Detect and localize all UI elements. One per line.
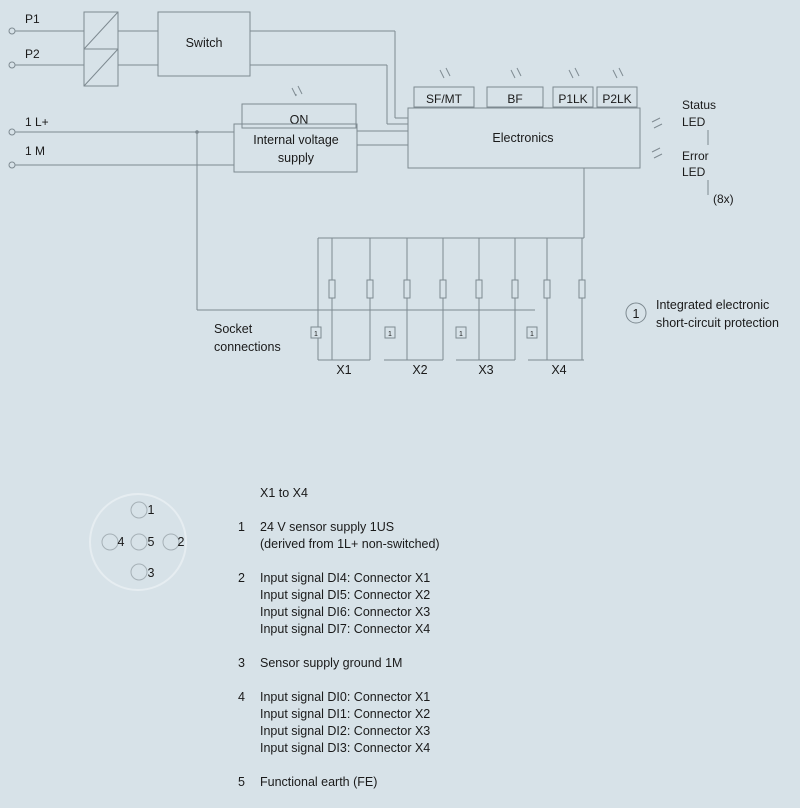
connector-x4: X4 (551, 363, 567, 377)
socket-label-1: Socket (214, 322, 253, 336)
resistor (544, 280, 550, 298)
legend-title: X1 to X4 (260, 486, 308, 500)
callout-text-2: short-circuit protection (656, 316, 779, 330)
socket-marker-number: 1 (459, 331, 463, 338)
protection-resistors (329, 238, 585, 360)
legend-item (238, 689, 440, 757)
junction-dot (195, 130, 199, 134)
legend-item-number: 3 (238, 656, 245, 670)
callout-text-1: Integrated electronic (656, 298, 770, 312)
error-led-label-1: Error (682, 149, 709, 163)
pin-legend (238, 485, 440, 808)
legend-item-number: 5 (238, 775, 245, 789)
legend-item-line: Input signal DI5: Connector X2 (260, 588, 431, 602)
resistor (476, 280, 482, 298)
resistor (440, 280, 446, 298)
status-led-label-1: Status (682, 98, 717, 112)
legend-item-line: Functional earth (FE) (260, 775, 378, 789)
legend-item-line: Input signal DI1: Connector X2 (260, 707, 431, 721)
socket-label-2: connections (214, 340, 281, 354)
pin-4: 4 (117, 535, 125, 549)
connector-x3: X3 (478, 363, 494, 377)
legend-item (238, 519, 440, 553)
led-bf: BF (507, 92, 523, 106)
connector-x2: X2 (412, 363, 428, 377)
ivs-label-line2: supply (277, 151, 315, 165)
m12-pinout (90, 494, 186, 590)
resistor (579, 280, 585, 298)
legend-item (238, 570, 440, 638)
socket-marker-number: 1 (530, 331, 534, 338)
legend-item-line: Input signal DI6: Connector X3 (260, 605, 431, 619)
socket-marker-number: 1 (314, 331, 318, 338)
legend-item-line: Sensor supply ground 1M (260, 656, 403, 670)
error-led-label-2: LED (682, 165, 706, 179)
pin-2: 2 (177, 535, 185, 549)
legend-item-number: 1 (238, 520, 245, 534)
electronics-label: Electronics (492, 131, 554, 145)
legend-item (238, 655, 440, 672)
port-p1-label: P1 (25, 12, 40, 26)
led-rays-icons (440, 68, 623, 78)
legend-item-number: 4 (238, 690, 245, 704)
led-rays-icon (292, 86, 302, 96)
port-m-label: 1 M (25, 144, 46, 158)
connector-x1: X1 (336, 363, 352, 377)
legend-item-line: 24 V sensor supply 1US (260, 520, 395, 534)
resistor (329, 280, 335, 298)
port-wires (15, 31, 535, 310)
status-led-label-2: LED (682, 115, 706, 129)
callout-number: 1 (632, 307, 640, 321)
legend-item (238, 774, 440, 791)
legend-item-line: Input signal DI7: Connector X4 (260, 622, 431, 636)
multiplier-label: (8x) (713, 192, 734, 206)
port-terminals (9, 28, 15, 168)
on-label: ON (289, 113, 309, 127)
legend-item-line: Input signal DI3: Connector X4 (260, 741, 431, 755)
pin-5: 5 (147, 535, 155, 549)
port-p2-label: P2 (25, 47, 40, 61)
resistor (367, 280, 373, 298)
resistor (404, 280, 410, 298)
phy-block (84, 12, 118, 86)
socket-markers (311, 327, 584, 360)
ivs-label-line1: Internal voltage (253, 133, 339, 147)
legend-item-line: Input signal DI4: Connector X1 (260, 571, 431, 585)
socket-wiring (318, 168, 584, 360)
legend-item-line: Input signal DI0: Connector X1 (260, 690, 431, 704)
socket-marker-number: 1 (388, 331, 392, 338)
led-p1lk: P1LK (558, 92, 588, 106)
pin-1: 1 (147, 503, 155, 517)
port-l-plus-label: 1 L+ (25, 115, 49, 129)
led-p2lk: P2LK (602, 92, 632, 106)
legend-item-number: 2 (238, 571, 245, 585)
legend-item-line: Input signal DI2: Connector X3 (260, 724, 431, 738)
pin-3: 3 (147, 566, 155, 580)
resistor (512, 280, 518, 298)
legend-item-line: (derived from 1L+ non-switched) (260, 537, 440, 551)
switch-label: Switch (185, 36, 223, 50)
led-sf-mt: SF/MT (426, 92, 462, 106)
